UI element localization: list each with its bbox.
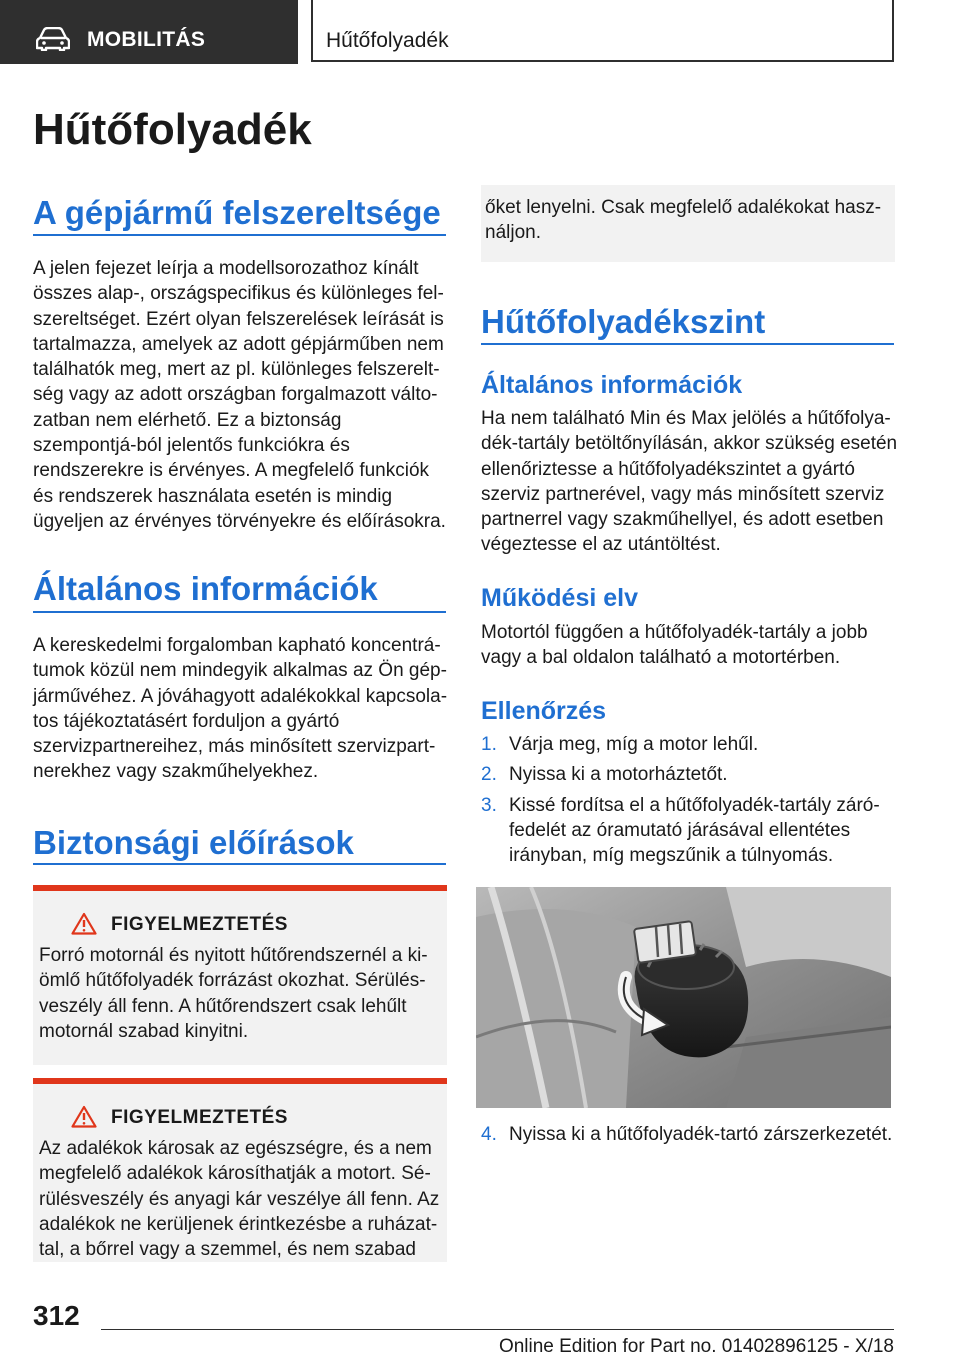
heading-safety: Biztonsági előírások [33, 824, 354, 861]
warning-triangle-icon [71, 912, 97, 935]
general-info-text: Ha nem található Min és Max jelölés a hűtőfolya‐dék-tartály betöltőnyílásán, akkor szükség esetén ellenőriztesse a hűtőfolyadékszintet a gyártó szerviz partnerével, vagy más minősített szerviz partnerrel vagy szakműhellyel, és adott esetben végeztesse el az utántöltést. [481, 408, 898, 556]
warning-text: Az adalékok károsak az egészségre, és a nem megfelelő adalékok károsíthatják a motort. Sé‐rülésveszély és anyagi kár veszélye áll fenn. Az adalékok ne kerüljenek érintkezésbe a ruházat‐tal, a bőrrel vagy a szemmel, és nem szabad [39, 1138, 440, 1261]
list-item: 4. Nyissa ki a hűtőfolyadék-tartó zárszerkezetét. [481, 1124, 893, 1145]
section-header [311, 0, 894, 62]
footer-rule [101, 1329, 894, 1330]
check-steps-continued [481, 1122, 895, 1147]
warning-bar [33, 1078, 447, 1084]
section-label: Hűtőfolyadék [326, 29, 449, 52]
warning-continued-text: őket lenyelni. Csak megfelelő adalékokat hasz‐náljon. [485, 197, 882, 244]
coolant-cap-illustration [476, 887, 891, 1108]
chapter-label: MOBILITÁS [87, 28, 206, 51]
function-text: Motortól függően a hűtőfolyadék-tartály a jobb vagy a bal oldalon található a motortérben. [481, 622, 868, 669]
heading-coolant-level: Hűtőfolyadékszint [481, 303, 766, 340]
heading-rule [481, 343, 894, 345]
page-number: 312 [33, 1300, 80, 1331]
subheading-function: Működési elv [481, 584, 638, 612]
warning-label: FIGYELMEZTETÉS [111, 1107, 288, 1128]
list-item: 2. Nyissa ki a motorháztetőt. [481, 764, 728, 786]
warning-box [33, 1078, 447, 1262]
chapter-tab [0, 0, 298, 64]
warning-triangle-icon [71, 1105, 97, 1128]
list-item: 1. Várja meg, míg a motor lehűl. [481, 734, 759, 755]
check-steps [481, 732, 895, 868]
general-info-text: A kereskedelmi forgalomban kapható koncentrá‐tumok közül nem mindegyik alkalmas az Ön gép‐járművéhez. A jóváhagyott adalékokkal kapcsola‐tos tájékoztatásért forduljon a gyártó szervizpartnereihez, más minősített szervizpart‐nerekhez vagy szakműhelyekhez. [33, 635, 448, 783]
heading-rule [33, 234, 446, 236]
equipment-text: A jelen fejezet leírja a modellsorozathoz kínált összes alap-, országspecifikus és különleges fel‐szereltséget. Ezért olyan felszerelések leírását is tartalmazza, amelyek az adott gépjárműben nem találhatók meg, mert az pl. különleges felszerelt‐ség vagy az adott országban forgalmazott válto‐zatban nem elérhető. Ez a biztonság szempontjá‐ból jelentős funkciókra és rendszerekre is érvényes. A megfelelő funkciók és rendszerek használata esetén is mindig ügyeljen az érvényes törvényekre és előírásokra. [33, 258, 446, 532]
page-title: Hűtőfolyadék [33, 105, 312, 154]
subheading-check: Ellenőrzés [481, 697, 607, 725]
warning-text: Forró motornál és nyitott hűtőrendszernél a ki‐ömlő hűtőfolyadék forrázást okozhat. Sérülés‐veszély áll fenn. A hűtőrendszert csak lehűlt motornál szabad kinyitni. [39, 945, 428, 1042]
subheading-general-info: Általános információk [481, 371, 743, 399]
heading-rule [33, 863, 446, 865]
heading-rule [33, 611, 446, 613]
coolant-cap-photo [476, 887, 891, 1108]
warning-bar [33, 885, 447, 891]
warning-label: FIGYELMEZTETÉS [111, 914, 288, 935]
heading-general-info: Általános információk [33, 570, 378, 607]
list-item: 3. Kissé fordítsa el a hűtőfolyadék-tartály záró‐fedelét az óramutató járásával ellentétes irányban, míg megszűnik a túlnyomás. [481, 794, 880, 867]
footer-edition: Online Edition for Part no. 01402896125 - X/18 [498, 1336, 894, 1357]
warning-continued-box [481, 185, 895, 262]
car-icon [36, 27, 70, 51]
heading-equipment: A gépjármű felszereltsége [33, 194, 441, 231]
warning-box [33, 885, 447, 1065]
